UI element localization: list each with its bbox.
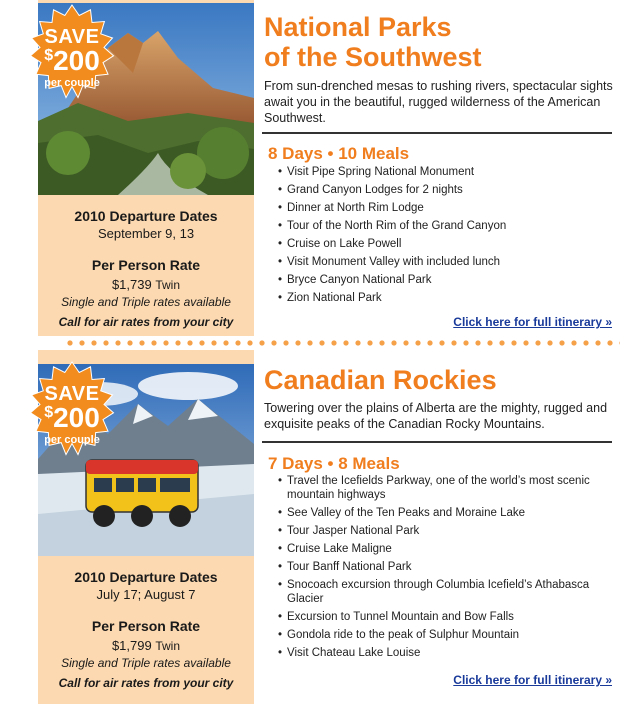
tour2-title	[264, 365, 497, 395]
tour1-description: From sun-drenched mesas to rushing rivers, spectacular sights await you in the beautiful, rugged wilderness of the American Southwest.	[264, 79, 613, 125]
itinerary-item: • Travel the Icefields Parkway, one of the world’s most scenic mountain highways	[278, 474, 618, 502]
itinerary-item: • See Valley of the Ten Peaks and Moraine Lake	[278, 506, 618, 520]
tour1-itinerary-list	[278, 165, 618, 309]
badge-amount: $200	[44, 45, 100, 76]
badge-save-label: SAVE	[44, 26, 100, 48]
itinerary-item: • Tour Jasper National Park	[278, 524, 618, 538]
dotted-separator	[64, 339, 620, 347]
tour2-description: Towering over the plains of Alberta are the mighty, rugged and exquisite peaks of the Canadian Rocky Mountains.	[264, 401, 608, 431]
rates-note: Single and Triple rates available	[61, 656, 231, 670]
itinerary-item: • Dinner at North Rim Lodge	[278, 201, 618, 215]
tour1-days-meals: 8 Days • 10 Meals	[268, 144, 410, 163]
itinerary-item: • Snocoach excursion through Columbia Icefield’s Athabasca Glacier	[278, 578, 618, 606]
air-rates-note: Call for air rates from your city	[58, 676, 234, 690]
itinerary-item: • Visit Monument Valley with included lunch	[278, 255, 618, 269]
badge-per-couple: per couple	[44, 77, 100, 89]
itinerary-item: • Tour Banff National Park	[278, 560, 618, 574]
tour1-departure-info	[38, 208, 254, 329]
tour2-itinerary-list	[278, 474, 618, 664]
rate-heading: Per Person Rate	[91, 618, 201, 634]
badge-save-label: SAVE	[44, 383, 100, 405]
tour2-save-badge	[16, 360, 128, 472]
departure-heading: 2010 Departure Dates	[74, 569, 218, 585]
itinerary-item: • Cruise on Lake Powell	[278, 237, 618, 251]
itinerary-item: • Excursion to Tunnel Mountain and Bow Falls	[278, 610, 618, 624]
itinerary-item: • Visit Chateau Lake Louise	[278, 646, 618, 660]
itinerary-item: • Grand Canyon Lodges for 2 nights	[278, 183, 618, 197]
title-line: of the Southwest	[264, 42, 482, 72]
itinerary-item: • Visit Pipe Spring National Monument	[278, 165, 618, 179]
departure-dates: September 9, 13	[97, 226, 195, 241]
badge-amount: $200	[44, 402, 100, 433]
divider	[262, 441, 612, 443]
tour2-departure-info	[38, 569, 254, 690]
tour1-save-badge	[16, 3, 128, 115]
rates-note: Single and Triple rates available	[61, 295, 231, 309]
itinerary-item: • Cruise Lake Maligne	[278, 542, 618, 556]
divider	[262, 132, 612, 134]
tour1-full-itinerary-link[interactable]: Click here for full itinerary »	[453, 315, 612, 329]
tour2-days-meals: 7 Days • 8 Meals	[268, 454, 400, 473]
itinerary-item: • Zion National Park	[278, 291, 618, 305]
itinerary-item: • Gondola ride to the peak of Sulphur Mountain	[278, 628, 618, 642]
rate-value: $1,739 Twin	[111, 277, 181, 292]
rate-value: $1,799 Twin	[111, 638, 181, 653]
air-rates-note: Call for air rates from your city	[58, 315, 234, 329]
title-line: National Parks	[264, 12, 452, 42]
badge-per-couple: per couple	[44, 434, 100, 446]
departure-heading: 2010 Departure Dates	[74, 208, 218, 224]
rate-heading: Per Person Rate	[91, 257, 201, 273]
departure-dates: July 17; August 7	[96, 587, 196, 602]
itinerary-item: • Tour of the North Rim of the Grand Canyon	[278, 219, 618, 233]
tour2-full-itinerary-link[interactable]: Click here for full itinerary »	[453, 673, 612, 687]
tour1-title	[264, 12, 482, 72]
title-line: Canadian Rockies	[264, 365, 497, 395]
itinerary-item: • Bryce Canyon National Park	[278, 273, 618, 287]
